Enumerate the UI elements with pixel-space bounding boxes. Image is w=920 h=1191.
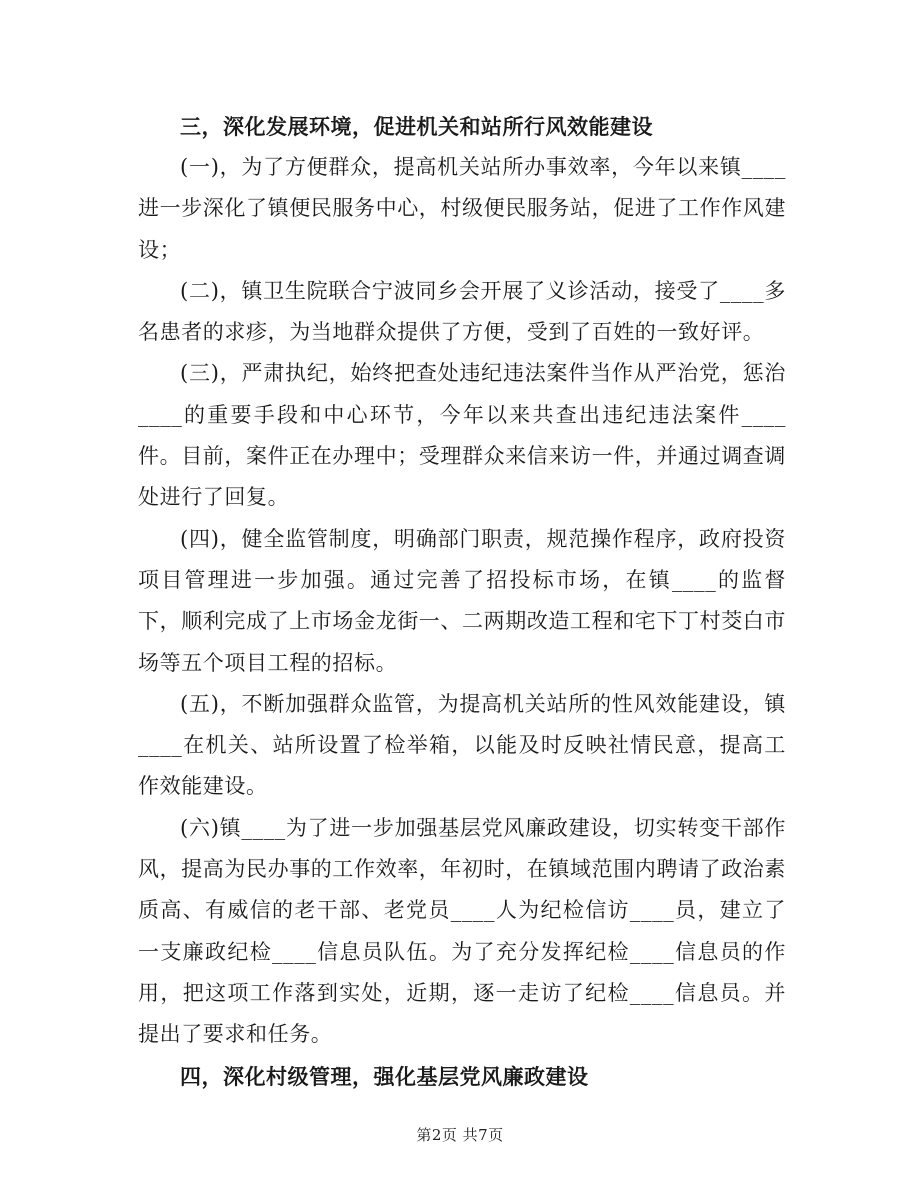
- paragraph-5: (五)，不断加强群众监管，为提高机关站所的性风效能建设，镇____在机关、站所设置了检举箱，以能及时反映社情民意，提高工作效能建设。: [138, 691, 786, 799]
- paragraph-4: (四)，健全监管制度，明确部门职责，规范操作程序，政府投资项目管理进一步加强。通过完善了招投标市场，在镇____的监督下，顺利完成了上市场金龙街一、二两期改造工程和宅下丁村茭白市场等五个项目工程的招标。: [138, 526, 786, 675]
- paragraph-3: (三)，严肃执纪，始终把查处违纪违法案件当作从严治党，惩治____的重要手段和中心环节，今年以来共查出违纪违法案件____件。目前，案件正在办理中；受理群众来信来访一件，并通过调查调处进行了回复。: [138, 361, 786, 510]
- paragraph-2: (二)，镇卫生院联合宁波同乡会开展了义诊活动，接受了____多名患者的求疹，为当地群众提供了方便，受到了百姓的一致好评。: [138, 278, 786, 345]
- paragraph-6: (六)镇____为了进一步加强基层党风廉政建设，切实转变干部作风，提高为民办事的工作效率，年初时，在镇域范围内聘请了政治素质高、有威信的老干部、老党员____人为纪检信访____员，建立了一支廉政纪检____信息员队伍。为了充分发挥纪检____信息员的作用，把这项工作落到实处，近期，逐一走访了纪检____信息员。并提出了要求和任务。: [138, 815, 786, 1047]
- section-heading-4: 四，深化村级管理，强化基层党风廉政建设: [180, 1063, 589, 1089]
- page-number-footer: 第2页 共7页: [416, 1126, 504, 1144]
- paragraph-1: (一)，为了方便群众，提高机关站所办事效率，今年以来镇____进一步深化了镇便民服务中心，村级便民服务站，促进了工作作风建设；: [138, 155, 786, 262]
- section-heading-3: 三，深化发展环境，促进机关和站所行风效能建设: [180, 114, 653, 139]
- document-body: [138, 106, 786, 1097]
